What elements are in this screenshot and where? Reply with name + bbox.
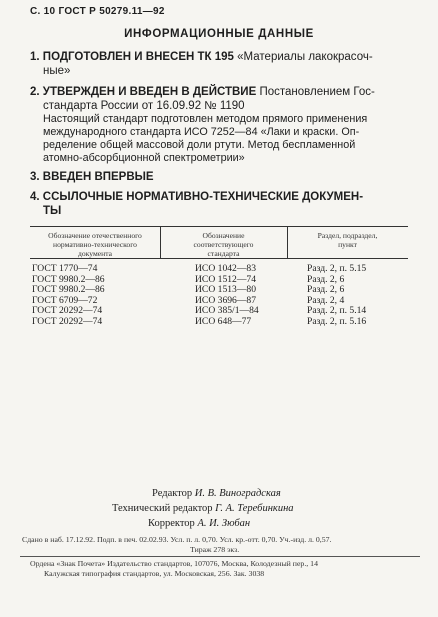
table-cell: ГОСТ 20292—74 <box>32 315 103 327</box>
document-title: ИНФОРМАЦИОННЫЕ ДАННЫЕ <box>124 28 314 40</box>
table-cell: ГОСТ 20292—74 <box>32 305 103 317</box>
section-2-para-1: Настоящий стандарт подготовлен методом прямого применения <box>43 113 368 125</box>
table-cell: ГОСТ 1770—74 <box>32 263 98 274</box>
table-cell: Разд. 2, 6 <box>307 284 345 296</box>
section-3 <box>30 170 154 184</box>
section-2-heading: УТВЕРЖДЕН И ВВЕДЕН В ДЕЙСТВИЕ <box>42 86 257 98</box>
table-col2-cells <box>195 264 259 328</box>
publisher-line: Ордена «Знак Почета» Издательство стандартов, 107076, Москва, Колодезный пер., 14 <box>30 559 318 568</box>
table-cell: ИСО 1042—83 <box>195 263 257 274</box>
table-cell: ИСО 3696—87 <box>195 294 257 306</box>
table-cell: ИСО 385/1—84 <box>195 305 259 317</box>
section-4-number: 4. <box>30 191 40 203</box>
section-3-number: 3. <box>30 171 40 183</box>
section-1-heading: ПОДГОТОВЛЕН И ВНЕСЕН ТК 195 <box>42 51 234 63</box>
section-2-line2: стандарта России от 16.09.92 № 1190 <box>43 100 245 112</box>
print-info-line1: Сдано в наб. 17.12.92. Подп. в печ. 02.02.93. Усл. п. л. 0,70. Усл. кр.-отт. 0,70. Уч.-изд. л. 0,57. <box>22 535 332 544</box>
table-header-col2: Обозначение соответствующего стандарта <box>193 231 254 258</box>
credit-editor: Редактор И. В. Виноградская <box>152 488 281 499</box>
credit-tech-editor: Технический редактор Г. А. Теребинкина <box>112 503 294 514</box>
print-info-circulation: Тираж 278 экз. <box>190 545 240 554</box>
table-cell: ГОСТ 6709—72 <box>32 294 98 306</box>
table-cell: Разд. 2, п. 5.15 <box>307 263 367 274</box>
section-2-para-2: международного стандарта ИСО 7252—84 «Лаки и краски. Оп- <box>43 126 360 138</box>
section-1-line2: ные» <box>43 65 71 77</box>
table-col1-cells <box>32 264 105 328</box>
section-2-rest: Постановлением Гос- <box>259 86 375 98</box>
section-1-line1 <box>30 50 373 64</box>
table-cell: ИСО 648—77 <box>195 315 252 327</box>
section-2-line1 <box>30 85 375 99</box>
credit-corrector: Корректор А. И. Зюбан <box>148 518 251 529</box>
section-4-line1 <box>30 190 363 204</box>
section-1-number: 1. <box>30 51 40 63</box>
table-cell: ИСО 1513—80 <box>195 284 257 296</box>
section-3-heading: ВВЕДЕН ВПЕРВЫЕ <box>42 171 154 183</box>
page-header: С. 10 ГОСТ Р 50279.11—92 <box>30 6 165 17</box>
table-header-rule <box>30 258 408 259</box>
table-cell: ГОСТ 9980.2—86 <box>32 284 105 296</box>
section-4-line2: ТЫ <box>43 205 62 217</box>
table-col3-cells <box>307 264 366 328</box>
table-header-col1: Обозначение отечественного нормативно-технического документа <box>48 231 142 258</box>
section-2-para-3: ределение общей массовой доли ртути. Метод беспламенной <box>43 139 356 151</box>
section-2-para-4: атомно-абсорбционной спектрометрии» <box>43 152 245 164</box>
section-1-rest: «Материалы лакокрасоч- <box>237 51 373 63</box>
section-4-heading: ССЫЛОЧНЫЕ НОРМАТИВНО-ТЕХНИЧЕСКИЕ ДОКУМЕН- <box>42 191 364 203</box>
section-2-number: 2. <box>30 86 40 98</box>
table-header-col3: Раздел, подраздел, пункт <box>317 231 378 249</box>
table-cell: Разд. 2, 4 <box>307 294 345 306</box>
table-cell: Разд. 2, п. 5.14 <box>307 305 367 317</box>
table-cell: Разд. 2, п. 5.16 <box>307 315 367 327</box>
table-cell: ИСО 1512—74 <box>195 273 257 285</box>
typography-line: Калужская типография стандартов, ул. Московская, 256. Зак. 3038 <box>44 569 265 578</box>
table-cell: ГОСТ 9980.2—86 <box>32 273 105 285</box>
print-info-rule <box>20 556 420 557</box>
table-cell: Разд. 2, 6 <box>307 273 345 285</box>
table-top-rule <box>30 226 408 227</box>
